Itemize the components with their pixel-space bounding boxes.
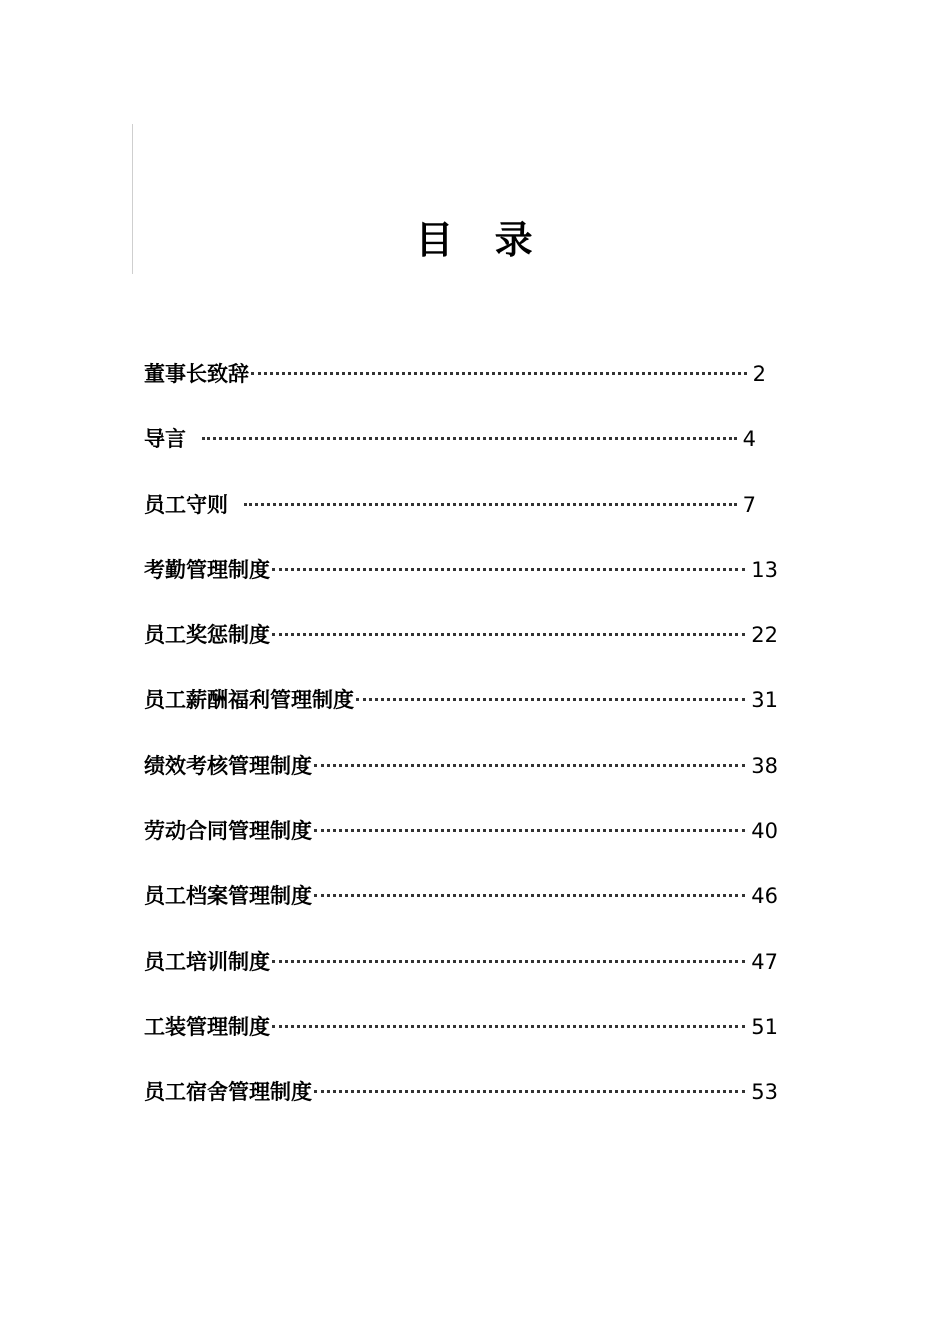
toc-entry-page: 46 <box>751 884 778 909</box>
toc-leader-dots <box>314 894 745 897</box>
toc-entry[interactable] <box>144 874 778 939</box>
toc-entry-page: 4 <box>742 427 756 452</box>
toc-leader-dots <box>272 633 745 636</box>
toc-entry-page: 31 <box>751 688 778 713</box>
toc-entry-page: 38 <box>751 753 778 778</box>
toc-leader-dots <box>244 503 737 506</box>
toc-entry-page: 47 <box>751 949 778 974</box>
toc-entry-label: 劳动合同管理制度 <box>144 819 312 844</box>
toc-entry-page: 13 <box>751 557 778 582</box>
toc-leader-dots <box>202 437 737 440</box>
toc-entry-page: 53 <box>751 1080 778 1105</box>
toc-entry[interactable] <box>144 352 766 417</box>
toc-leader-dots <box>272 960 745 963</box>
toc-entry[interactable] <box>144 940 778 1005</box>
toc-entry-label: 员工薪酬福利管理制度 <box>144 688 354 713</box>
toc-leader-dots <box>251 372 747 375</box>
toc-entry[interactable] <box>144 483 756 548</box>
toc-entry[interactable] <box>144 417 756 482</box>
toc-entry-label: 考勤管理制度 <box>144 557 270 582</box>
toc-entry-label: 员工奖惩制度 <box>144 623 270 648</box>
toc-leader-dots <box>272 568 745 571</box>
toc-entry-page: 40 <box>751 819 778 844</box>
toc-entry-label: 员工守则 <box>144 492 228 517</box>
toc-entry[interactable] <box>144 1005 778 1070</box>
toc-entry[interactable] <box>144 744 778 809</box>
toc-entry[interactable] <box>144 613 778 678</box>
toc-leader-dots <box>356 698 745 701</box>
toc-leader-dots <box>314 1090 745 1093</box>
toc-entry[interactable] <box>144 548 778 613</box>
toc-entry-page: 51 <box>751 1014 778 1039</box>
page-title: 目 录 <box>415 218 547 262</box>
toc-leader-dots <box>314 764 745 767</box>
toc-entry-label: 员工档案管理制度 <box>144 884 312 909</box>
table-of-contents <box>144 352 784 1136</box>
toc-entry-page: 2 <box>752 362 766 386</box>
toc-entry-label: 员工培训制度 <box>144 949 270 974</box>
toc-entry-page: 22 <box>751 623 778 648</box>
toc-entry-page: 7 <box>742 492 756 517</box>
toc-leader-dots <box>272 1025 745 1028</box>
toc-entry-label: 员工宿舍管理制度 <box>144 1080 312 1105</box>
toc-entry-label: 导言 <box>144 427 186 452</box>
toc-leader-dots <box>314 829 745 832</box>
toc-entry[interactable] <box>144 678 778 743</box>
toc-entry-label: 工装管理制度 <box>144 1014 270 1039</box>
toc-entry-label: 绩效考核管理制度 <box>144 753 312 778</box>
toc-entry[interactable] <box>144 809 778 874</box>
toc-entry[interactable] <box>144 1070 778 1135</box>
toc-entry-label: 董事长致辞 <box>144 362 249 386</box>
